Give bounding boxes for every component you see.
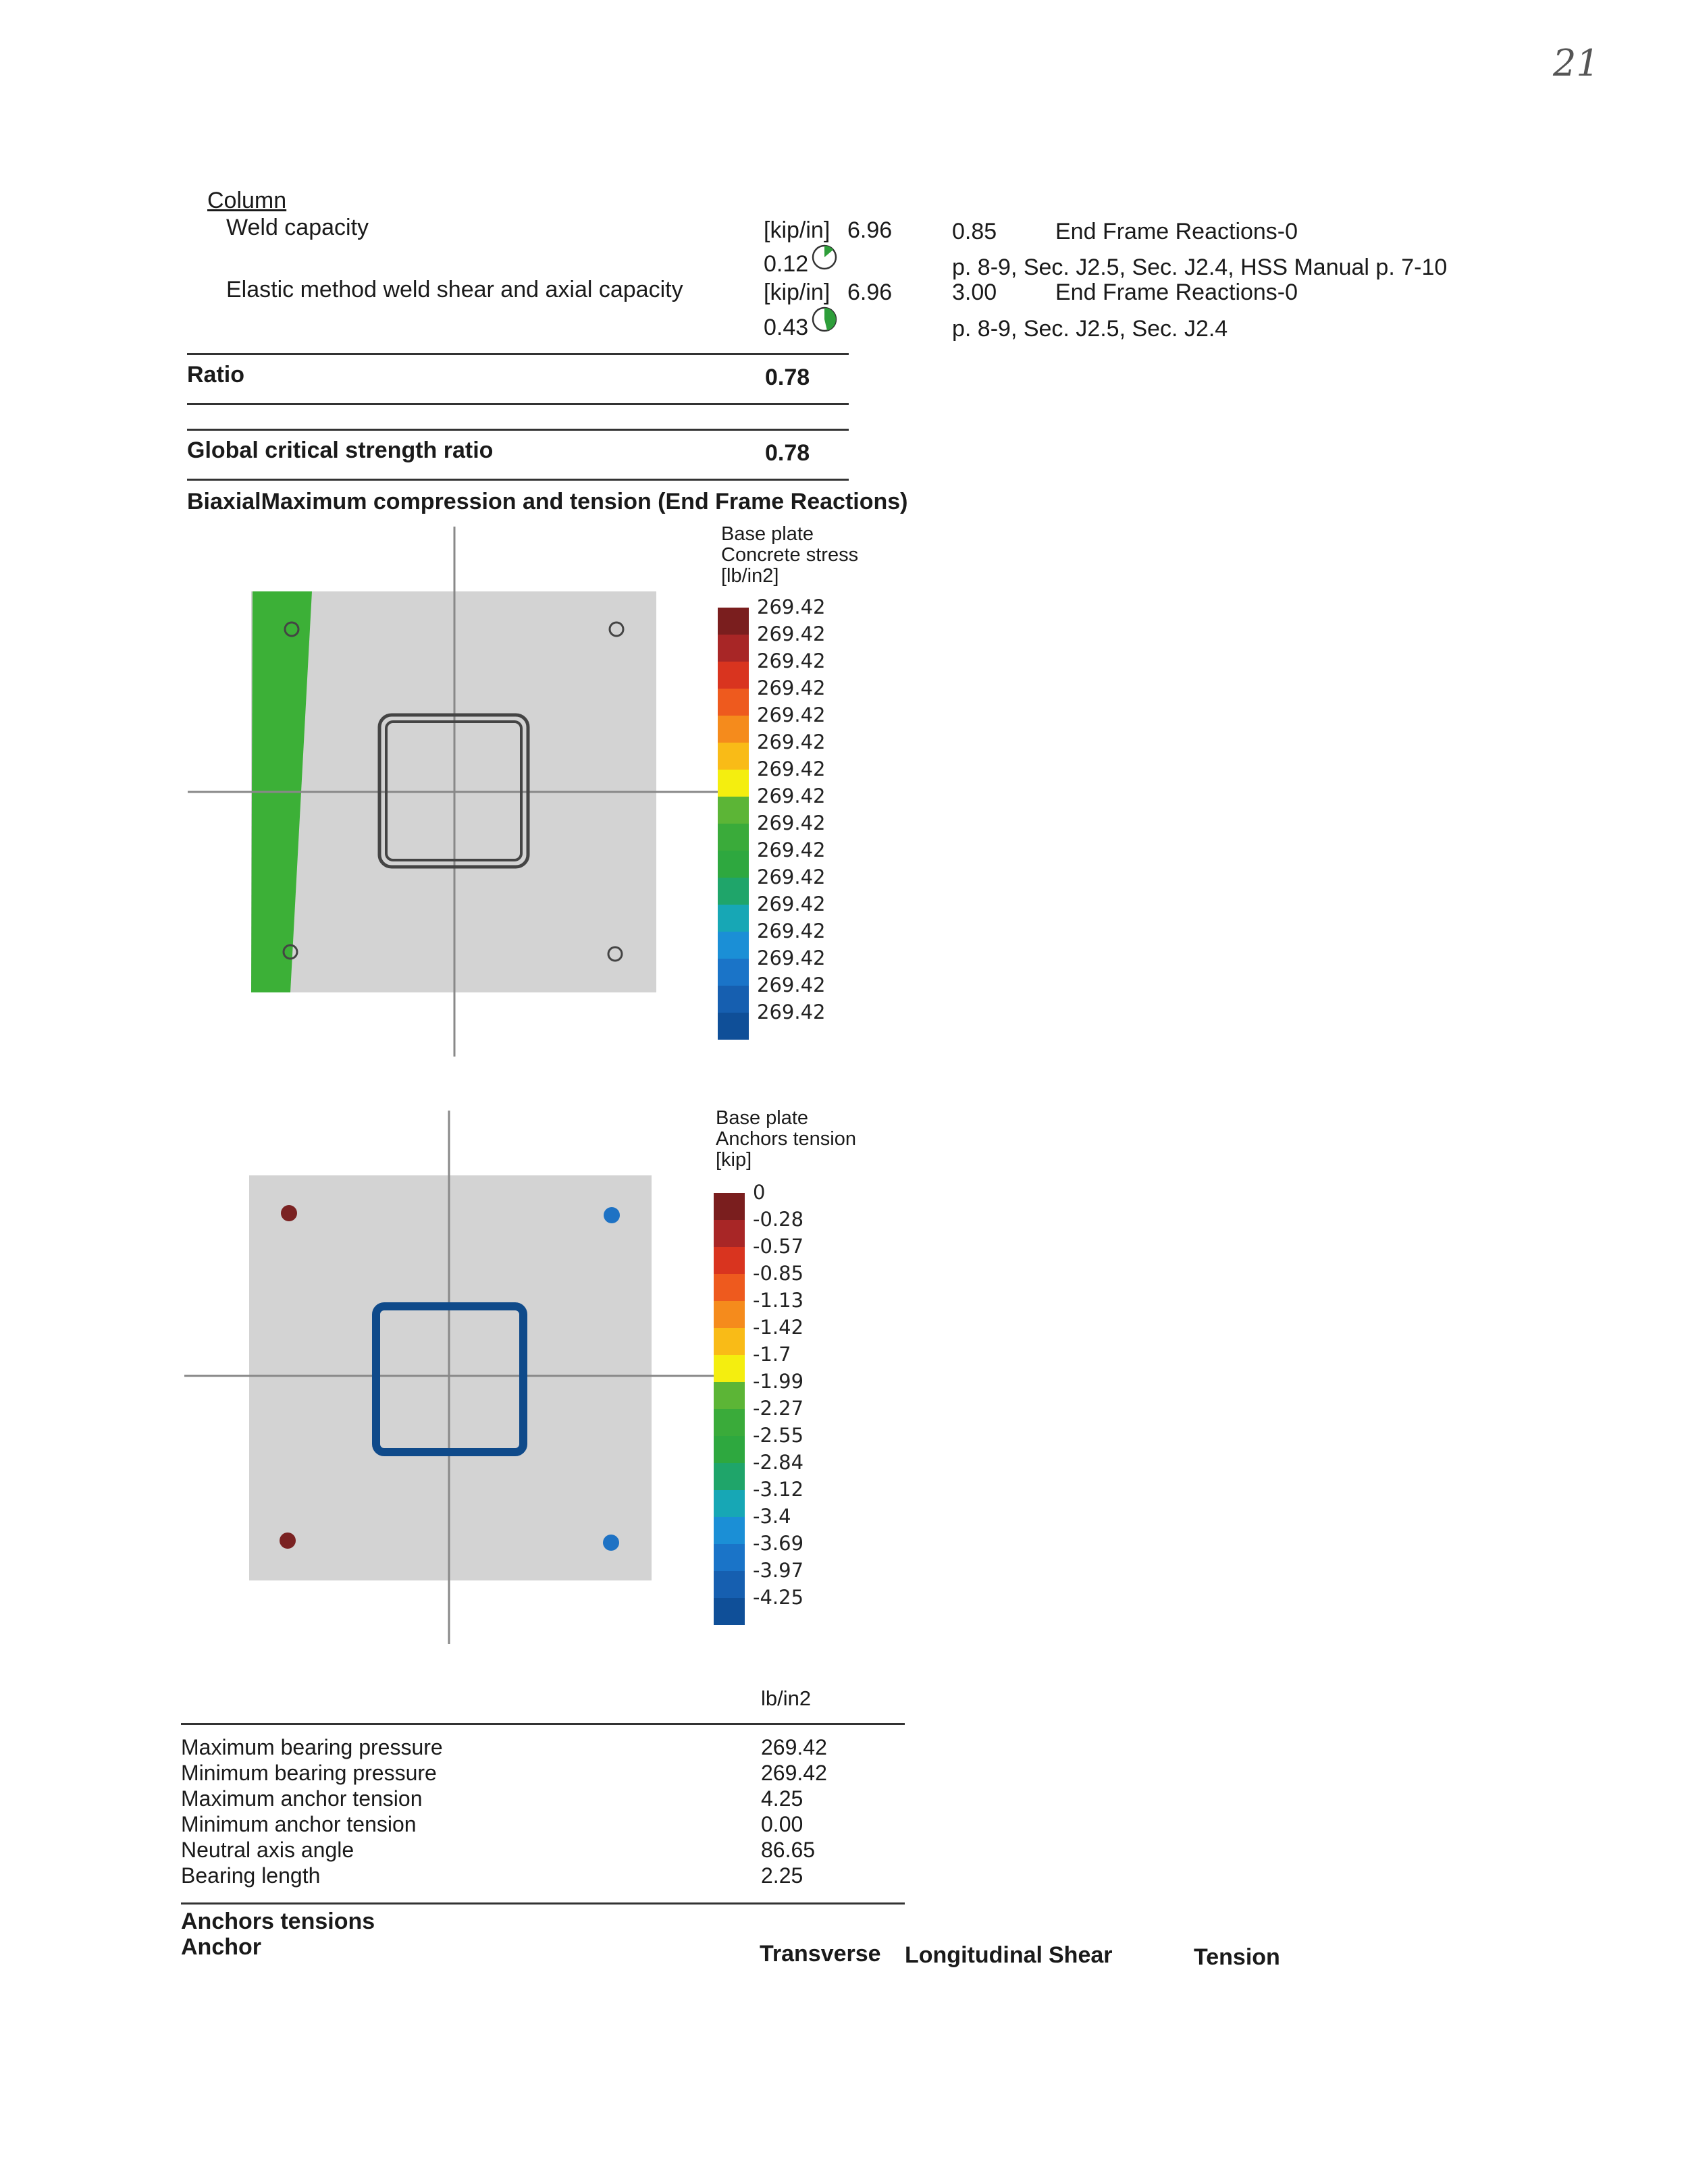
base-plate [249,1175,652,1580]
anchors-legend-label: -2.27 [753,1397,804,1420]
ratio-value: 0.78 [765,365,810,390]
anchor-column-header: Anchor [181,1934,261,1960]
anchors-tension-diagram [179,1111,719,1651]
anchors-legend-label: -3.4 [753,1505,791,1528]
ratio-pie-icon [810,243,839,271]
anchors-legend-swatch [714,1544,745,1571]
summary-row-label: Minimum anchor tension [181,1812,417,1836]
anchors-legend-swatch [714,1274,745,1301]
concrete-stress-diagram [182,527,722,1067]
summary-row-label: Minimum bearing pressure [181,1761,437,1785]
summary-table [181,1735,905,1897]
concrete-legend-swatch [718,986,749,1013]
divider [181,1723,905,1725]
anchors-legend-swatch [714,1220,745,1247]
divider [187,403,849,405]
weld-capacity-load: End Frame Reactions-0 [1055,219,1298,244]
anchors-legend-swatch [714,1382,745,1409]
anchors-legend-swatch [714,1247,745,1274]
elastic-weld-value: 6.96 [847,279,893,305]
concrete-legend-swatch [718,608,749,635]
concrete-legend-label: 269.42 [757,811,826,834]
summary-row-label: Bearing length [181,1863,321,1888]
concrete-legend-label: 269.42 [757,730,826,753]
concrete-legend-swatch [718,743,749,770]
summary-row-value: 269.42 [761,1735,827,1759]
summary-row-value: 269.42 [761,1761,827,1785]
concrete-legend-label: 269.42 [757,893,826,915]
concrete-legend-title2: Concrete stress [721,544,859,566]
anchor-compression [281,1205,297,1221]
weld-capacity-ratio: 0.12 [764,251,809,277]
concrete-stress-legend [718,595,866,1043]
anchors-legend-label: -1.13 [753,1289,804,1312]
anchors-legend-label: -4.25 [753,1586,804,1609]
anchors-legend-label: -1.7 [753,1343,791,1366]
concrete-legend-title1: Base plate [721,523,814,545]
anchors-legend-swatch [714,1328,745,1355]
anchors-legend-swatch [714,1301,745,1328]
anchors-legend-label: -0.57 [753,1235,804,1258]
anchors-legend-swatch [714,1463,745,1490]
weld-capacity-value: 6.96 [847,217,893,243]
global-ratio-label: Global critical strength ratio [187,437,494,463]
anchors-legend-swatch [714,1355,745,1382]
anchors-legend-swatch [714,1436,745,1463]
divider [187,353,849,355]
divider [187,429,849,431]
anchors-legend-swatch [714,1571,745,1598]
anchors-legend-label: -0.28 [753,1208,804,1231]
elastic-weld-reference: p. 8-9, Sec. J2.5, Sec. J2.4 [952,316,1228,342]
anchors-legend-label: -2.55 [753,1424,804,1447]
longitudinal-column-header: Longitudinal [905,1942,1043,1968]
concrete-legend-label: 269.42 [757,622,826,645]
anchors-legend-label: 0 [753,1181,766,1204]
concrete-legend-label: 269.42 [757,920,826,942]
anchors-legend-title1: Base plate [716,1107,809,1129]
concrete-legend-swatch [718,851,749,878]
concrete-legend-label: 269.42 [757,865,826,888]
transverse-column-header: Transverse [760,1941,881,1967]
summary-row-value: 86.65 [761,1838,816,1862]
elastic-weld-label: Elastic method weld shear and axial capacity [226,277,683,302]
concrete-legend-label: 269.42 [757,676,826,699]
summary-row-label: Maximum bearing pressure [181,1735,443,1759]
weld-capacity-factor: 0.85 [952,219,997,244]
anchors-legend-swatch [714,1193,745,1220]
concrete-legend-label: 269.42 [757,703,826,726]
divider [181,1902,905,1905]
anchors-legend-label: -1.42 [753,1316,804,1339]
concrete-legend-swatch [718,635,749,662]
concrete-legend-label: 269.42 [757,947,826,969]
anchors-legend-swatch [714,1517,745,1544]
anchors-legend-unit: [kip] [716,1149,752,1171]
concrete-legend-swatch [718,770,749,797]
concrete-legend-swatch [718,959,749,986]
shear-column-header: Shear [1049,1942,1113,1968]
anchors-legend-label: -3.69 [753,1532,804,1555]
summary-unit-header: lb/in2 [761,1686,812,1710]
ratio-label: Ratio [187,362,244,388]
anchor-compression [280,1533,296,1549]
anchors-legend-swatch [714,1409,745,1436]
concrete-legend-label: 269.42 [757,784,826,807]
concrete-legend-swatch [718,797,749,824]
page-number: 21 [1553,42,1600,84]
summary-row-value: 0.00 [761,1812,803,1836]
concrete-legend-swatch [718,662,749,689]
anchors-legend-label: -2.84 [753,1451,804,1474]
anchor-tension [603,1535,619,1551]
elastic-weld-load: End Frame Reactions-0 [1055,279,1298,305]
divider [187,479,849,481]
concrete-legend-swatch [718,905,749,932]
summary-row-label: Maximum anchor tension [181,1786,423,1811]
anchors-legend-label: -3.97 [753,1559,804,1582]
concrete-legend-label: 269.42 [757,649,826,672]
concrete-legend-swatch [718,716,749,743]
concrete-legend-label: 269.42 [757,1001,826,1023]
concrete-legend-swatch [718,689,749,716]
concrete-legend-swatch [718,878,749,905]
global-ratio-value: 0.78 [765,440,810,466]
anchors-tension-legend [714,1181,862,1628]
concrete-legend-label: 269.42 [757,757,826,780]
concrete-legend-swatch [718,1013,749,1040]
concrete-legend-swatch [718,932,749,959]
elastic-weld-factor: 3.00 [952,279,997,305]
summary-row-value: 4.25 [761,1786,803,1811]
anchors-legend-swatch [714,1490,745,1517]
elastic-weld-ratio: 0.43 [764,315,809,340]
concrete-legend-swatch [718,824,749,851]
concrete-legend-label: 269.42 [757,595,826,618]
weld-capacity-reference: p. 8-9, Sec. J2.5, Sec. J2.4, HSS Manual p. 7-10 [952,255,1448,280]
ratio-pie-icon [810,305,839,334]
concrete-legend-label: 269.42 [757,838,826,861]
biaxial-title: BiaxialMaximum compression and tension (End Frame Reactions) [187,489,908,514]
weld-capacity-unit: [kip/in] [764,217,830,243]
tension-column-header: Tension [1194,1944,1280,1970]
anchors-legend-swatch [714,1598,745,1625]
elastic-weld-unit: [kip/in] [764,279,830,305]
summary-row-value: 2.25 [761,1863,803,1888]
concrete-legend-label: 269.42 [757,974,826,996]
summary-row-label: Neutral axis angle [181,1838,354,1862]
anchors-legend-label: -1.99 [753,1370,804,1393]
anchors-legend-label: -0.85 [753,1262,804,1285]
column-heading: Column [207,188,287,213]
anchors-legend-title2: Anchors tension [716,1128,856,1150]
anchors-tensions-title: Anchors tensions [181,1909,375,1934]
anchors-legend-label: -3.12 [753,1478,804,1501]
concrete-legend-unit: [lb/in2] [721,565,779,587]
anchor-tension [604,1207,620,1223]
weld-capacity-label: Weld capacity [226,215,369,240]
